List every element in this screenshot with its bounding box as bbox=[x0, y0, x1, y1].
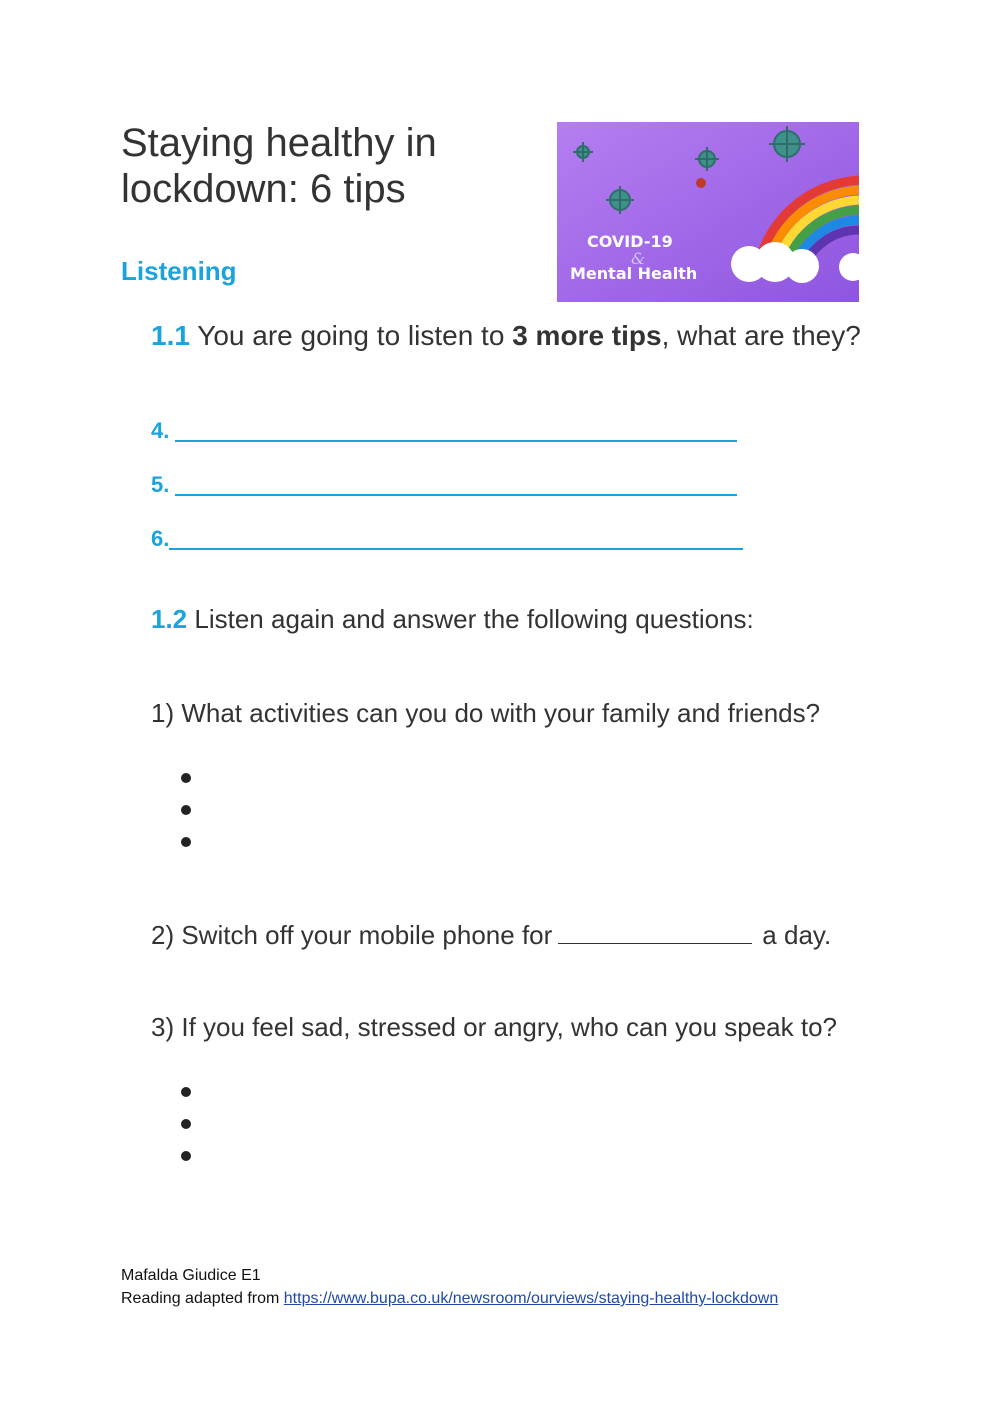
answer-line-4[interactable] bbox=[151, 418, 737, 444]
fill-in-blank[interactable] bbox=[558, 923, 752, 944]
question-1-2 bbox=[151, 604, 754, 635]
question-text: 2) Switch off your mobile phone for bbox=[151, 920, 553, 950]
answer-label: 5. bbox=[151, 472, 170, 497]
footer bbox=[121, 1264, 778, 1310]
bullet-list-activities[interactable] bbox=[181, 773, 191, 869]
bullet-point bbox=[181, 1151, 191, 1161]
answer-line-5[interactable] bbox=[151, 472, 737, 498]
covid-banner-image bbox=[557, 122, 859, 302]
answer-blank[interactable] bbox=[175, 440, 737, 442]
question-text: You are going to listen to bbox=[197, 320, 505, 351]
bullet-point bbox=[181, 837, 191, 847]
question-bold-text: 3 more tips bbox=[512, 320, 662, 351]
footer-source-prefix: Reading adapted from bbox=[121, 1290, 280, 1307]
question-speak-to: 3) If you feel sad, stressed or angry, who can you speak to? bbox=[151, 1012, 838, 1042]
footer-author: Mafalda Giudice E1 bbox=[121, 1267, 261, 1284]
answer-line-6[interactable] bbox=[151, 526, 743, 552]
bullet-point bbox=[181, 1119, 191, 1129]
question-number: 1.1 bbox=[151, 320, 190, 351]
banner-line1: COVID-19 bbox=[587, 232, 673, 251]
banner-line2: Mental Health bbox=[570, 264, 698, 283]
banner-illustration bbox=[557, 122, 859, 302]
answer-blank[interactable] bbox=[169, 548, 743, 550]
page-title: Staying healthy in lockdown: 6 tips bbox=[121, 121, 437, 211]
answer-blank[interactable] bbox=[175, 494, 737, 496]
question-1-1 bbox=[151, 318, 871, 353]
question-number: 1.2 bbox=[151, 604, 188, 634]
source-link[interactable]: https://www.bupa.co.uk/newsroom/ourviews/staying-healthy-lockdown bbox=[283, 1290, 779, 1307]
question-text-end: a day. bbox=[762, 920, 832, 950]
bullet-point bbox=[181, 773, 191, 783]
answer-label: 6. bbox=[151, 526, 170, 551]
question-mobile-phone bbox=[151, 920, 831, 951]
bullet-list-speak-to[interactable] bbox=[181, 1087, 191, 1183]
question-activities: 1) What activities can you do with your family and friends? bbox=[151, 698, 821, 728]
banner-ampersand: & bbox=[631, 249, 646, 268]
section-heading: Listening bbox=[121, 256, 237, 286]
footer-source bbox=[121, 1287, 778, 1310]
answer-label: 4. bbox=[151, 418, 170, 443]
question-text: Listen again and answer the following questions: bbox=[194, 604, 754, 634]
bullet-point bbox=[181, 1087, 191, 1097]
question-text-end: , what are they? bbox=[661, 320, 861, 351]
bullet-point bbox=[181, 805, 191, 815]
